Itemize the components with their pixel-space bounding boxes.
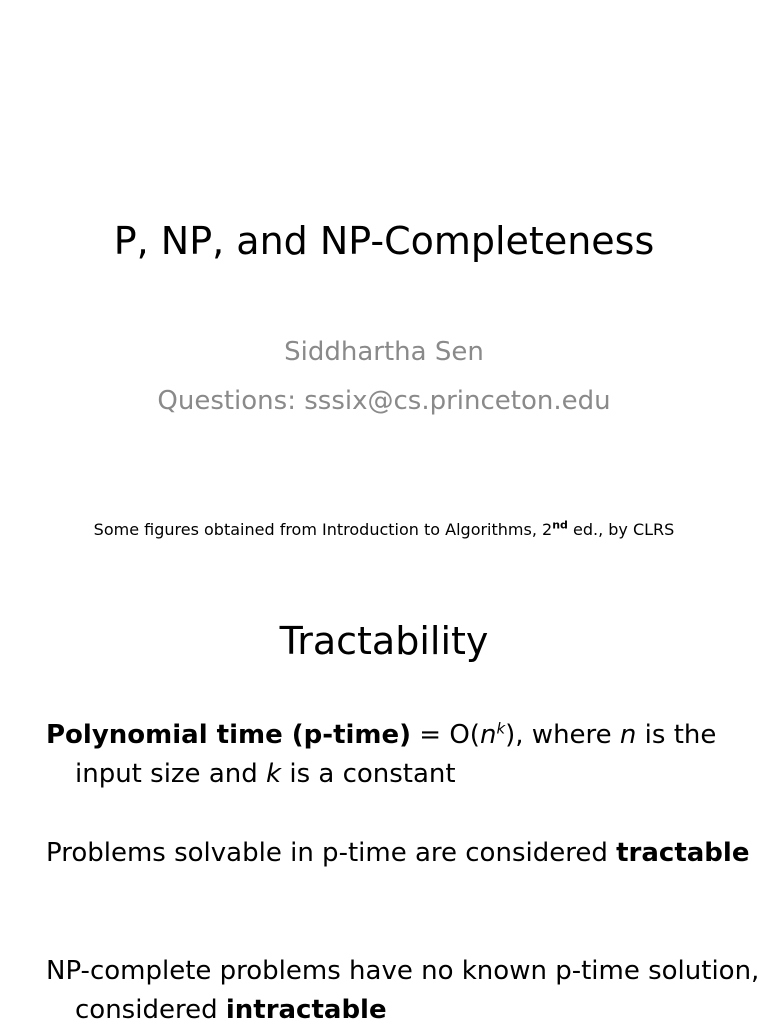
slide-title: P, NP, and NP-Completeness: [113, 219, 655, 263]
credit-text: Some figures obtained from Introduction to Algorithms, 2: [93, 520, 553, 539]
bullet-intractable: NP-complete problems have no known p-time solution, considered intractable: [46, 956, 760, 1024]
slide-title: Tractability: [279, 619, 489, 663]
credit-superscript: nd: [552, 518, 568, 532]
contact-line: Questions: sssix@cs.princeton.edu: [157, 386, 611, 416]
credit-text-end: ed., by CLRS: [567, 520, 675, 539]
tractability-slide: [0, 576, 768, 1024]
bullet-term: Polynomial time (p-time): [46, 720, 412, 750]
figure-credit: [0, 519, 768, 541]
bullet-polynomial-time: Polynomial time (p-time) = $O(n^k)$, where n is the input size and k is a constant: [46, 719, 717, 789]
author-name: Siddhartha Sen: [284, 337, 484, 367]
bullet-tractable: Problems solvable in p-time are considered tractable: [46, 838, 750, 868]
bullet-term: intractable: [225, 995, 387, 1024]
bullet-term: tractable: [616, 838, 750, 868]
